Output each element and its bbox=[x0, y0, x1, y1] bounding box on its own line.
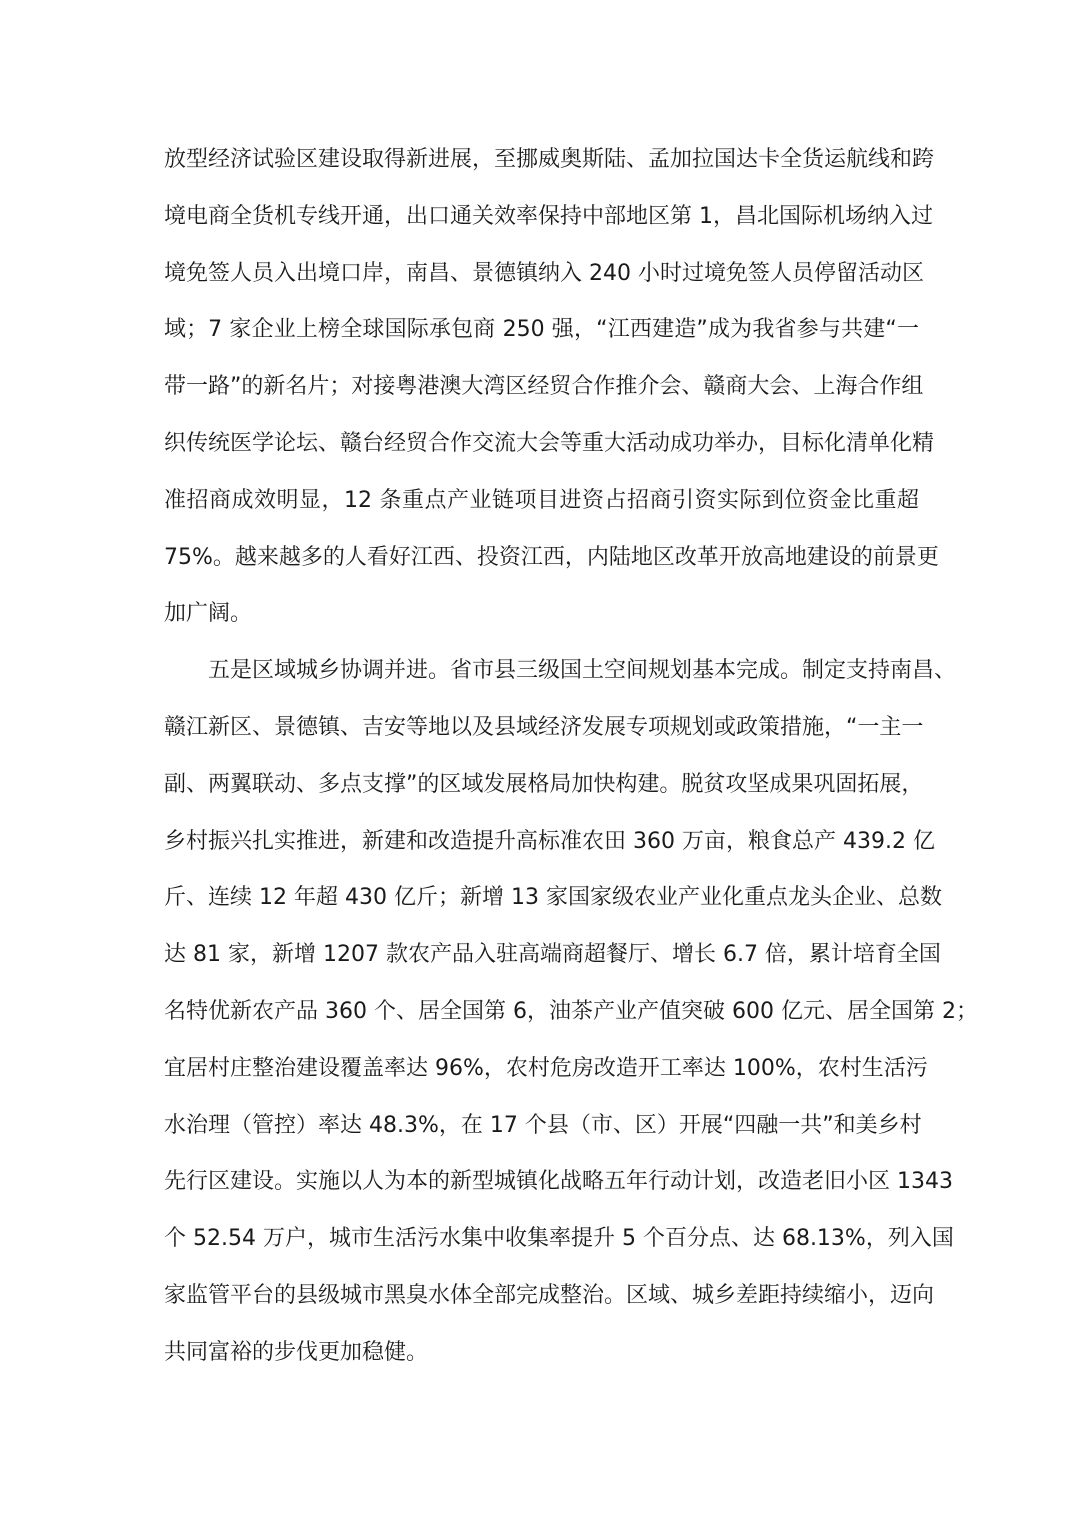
text-line: 乡村振兴扎实推进，新建和改造提升高标准农田 360 万亩，粮食总产 439.2 亿 bbox=[164, 828, 935, 854]
text-line: 域；7 家企业上榜全球国际承包商 250 强，“江西建造”成为我省参与共建“一 bbox=[164, 317, 919, 343]
text-line: 名特优新农产品 360 个、居全国第 6，油茶产业产值突破 600 亿元、居全国第 2； bbox=[164, 998, 978, 1024]
text-line: 放型经济试验区建设取得新进展，至挪威奥斯陆、孟加拉国达卡全货运航线和跨 bbox=[164, 147, 935, 172]
text-line: 副、两翼联动、多点支撑”的区域发展格局加快构建。脱贫攻坚成果巩固拓展， bbox=[164, 771, 924, 797]
text-line: 水治理（管控）率达 48.3%，在 17 个县（市、区）开展“四融一共”和美乡村 bbox=[164, 1112, 922, 1138]
text-line: 75%。越来越多的人看好江西、投资江西，内陆地区改革开放高地建设的前景更 bbox=[164, 544, 939, 570]
text-line: 赣江新区、景德镇、吉安等地以及县域经济发展专项规划或政策措施，“一主一 bbox=[164, 714, 924, 740]
text-line: 宜居村庄整治建设覆盖率达 96%，农村危房改造开工率达 100%，农村生活污 bbox=[164, 1055, 928, 1081]
text-line: 加广阔。 bbox=[164, 601, 253, 627]
text-line: 织传统医学论坛、赣台经贸合作交流大会等重大活动成功举办，目标化清单化精 bbox=[164, 430, 935, 456]
text-line: 境免签人员入出境口岸，南昌、景德镇纳入 240 小时过境免签人员停留活动区 bbox=[164, 260, 924, 286]
text-line: 斤、连续 12 年超 430 亿斤；新增 13 家国家级农业产业化重点龙头企业、总数 bbox=[164, 885, 942, 911]
text-line: 家监管平台的县级城市黑臭水体全部完成整治。区域、城乡差距持续缩小，迈向 bbox=[164, 1282, 935, 1308]
text-line: 准招商成效明显，12 条重点产业链项目进资占招商引资实际到位资金比重超 bbox=[164, 487, 919, 513]
text-line: 个 52.54 万户，城市生活污水集中收集率提升 5 个百分点、达 68.13%，列入国 bbox=[164, 1226, 954, 1252]
body-text bbox=[164, 138, 978, 1388]
paragraph-first-line: 五是区域城乡协调并进。省市县三级国土空间规划基本完成。制定支持南昌、 bbox=[208, 658, 957, 684]
text-line: 达 81 家，新增 1207 款农产品入驻高端商超餐厅、增长 6.7 倍，累计培育全国 bbox=[164, 942, 941, 968]
text-line: 境电商全货机专线开通，出口通关效率保持中部地区第 1，昌北国际机场纳入过 bbox=[164, 203, 933, 229]
text-line: 先行区建设。实施以人为本的新型城镇化战略五年行动计划，改造老旧小区 1343 bbox=[164, 1169, 953, 1195]
text-line: 共同富裕的步伐更加稳健。 bbox=[164, 1339, 429, 1365]
text-line: 带一路”的新名片；对接粤港澳大湾区经贸合作推介会、赣商大会、上海合作组 bbox=[164, 374, 924, 400]
